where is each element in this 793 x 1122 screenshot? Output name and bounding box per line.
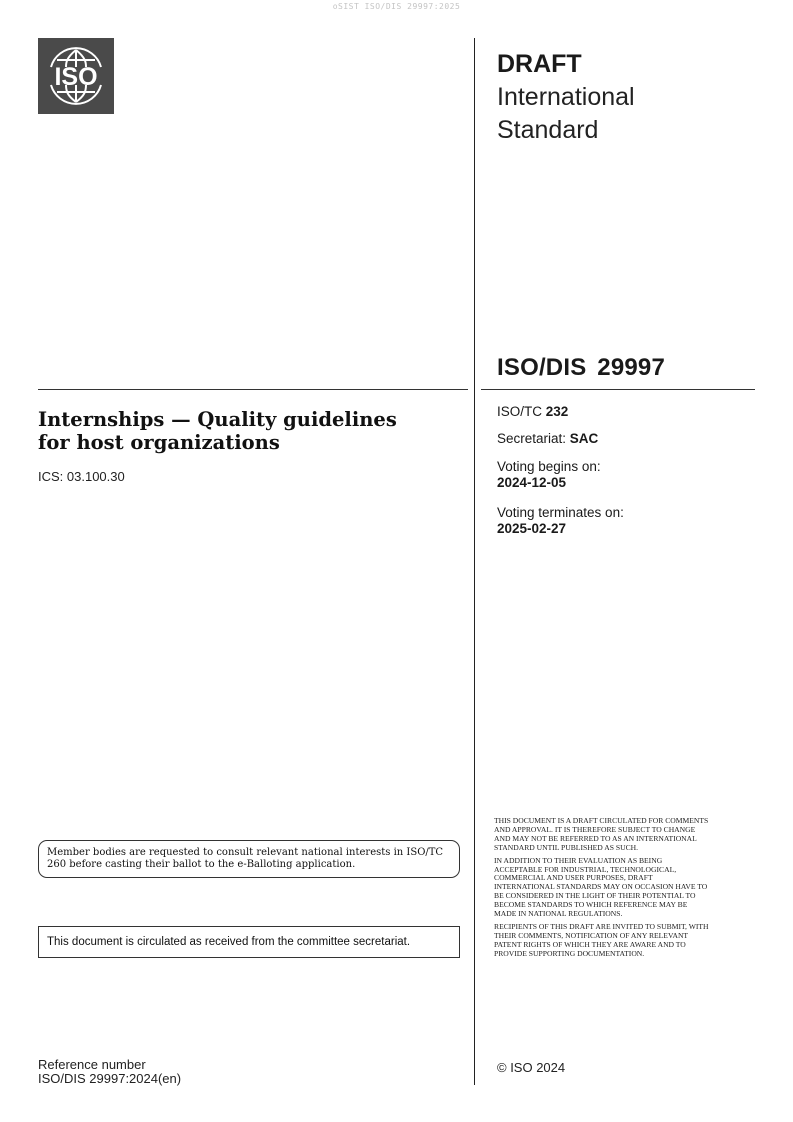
document-title-line-2: for host organizations [38, 431, 280, 454]
disclaimer-paragraph: THIS DOCUMENT IS A DRAFT CIRCULATED FOR COMMENTS AND APPROVAL. IT IS THEREFORE SUBJECT TO CHANGE AND MAY NOT BE REFERRED TO AS AN INTERNATIONAL STANDARD UNTIL PUBLISHED AS SUCH. [494, 816, 709, 852]
member-notice-box: Member bodies are requested to consult relevant national interests in ISO/TC 260 before casting their ballot to the e-Balloting application. [38, 840, 460, 878]
secretariat-value: SAC [569, 431, 599, 446]
iso-logo [38, 38, 114, 114]
secretariat [497, 431, 598, 447]
horizontal-divider-left [38, 389, 468, 390]
circulation-notice-box: This document is circulated as received from the committee secretariat. [38, 926, 460, 958]
voting-begins-date: 2024-12-05 [497, 475, 567, 490]
draft-label: DRAFT [497, 50, 582, 78]
title-line-1: International [497, 83, 635, 111]
voting-terminates-date: 2025-02-27 [497, 521, 567, 536]
voting-terminates-label: Voting terminates on: [497, 505, 624, 520]
iso-globe-icon [38, 38, 114, 114]
reference-label: Reference number [38, 1057, 146, 1072]
header-title [497, 48, 635, 147]
tc-label: ISO/TC [497, 404, 543, 419]
secretariat-label: Secretariat: [497, 431, 567, 446]
disclaimer-paragraph: IN ADDITION TO THEIR EVALUATION AS BEING ACCEPTABLE FOR INDUSTRIAL, TECHNOLOGICAL, COMMERCIAL AND USER PURPOSES, DRAFT INTERNATIONAL STANDARDS MAY ON OCCASION HAVE TO BE CONSIDERED IN THE LIGHT OF THEIR POTENTIAL TO BECOME STANDARDS TO WHICH REFERENCE MAY BE MADE IN NATIONAL REGULATIONS. [494, 855, 708, 919]
document-title-line-1: Internships — Quality guidelines [38, 408, 397, 431]
reference-value: ISO/DIS 29997:2024(en) [38, 1071, 182, 1086]
disclaimer-paragraph: RECIPIENTS OF THIS DRAFT ARE INVITED TO SUBMIT, WITH THEIR COMMENTS, NOTIFICATION OF ANY RELEVANT PATENT RIGHTS OF WHICH THEY ARE AWARE AND TO PROVIDE SUPPORTING DOCUMENTATION. [494, 921, 709, 958]
voting-begins-label: Voting begins on: [497, 459, 601, 474]
draft-disclaimer [494, 817, 709, 963]
title-line-2: Standard [497, 116, 599, 144]
technical-committee [497, 404, 568, 420]
voting-begins [497, 459, 601, 491]
tc-value: 232 [545, 404, 569, 419]
iso-logo-text: ISO [54, 63, 98, 91]
ics-code: ICS: 03.100.30 [38, 469, 125, 484]
reference-number [38, 1058, 181, 1086]
voting-terminates [497, 505, 624, 537]
watermark: oSIST ISO/DIS 29997:2025 [332, 2, 461, 11]
document-title [38, 408, 458, 454]
horizontal-divider-right [481, 389, 755, 390]
standard-number: ISO/DIS 29997 [497, 354, 666, 381]
copyright: © ISO 2024 [497, 1060, 566, 1075]
vertical-divider [474, 38, 475, 1085]
